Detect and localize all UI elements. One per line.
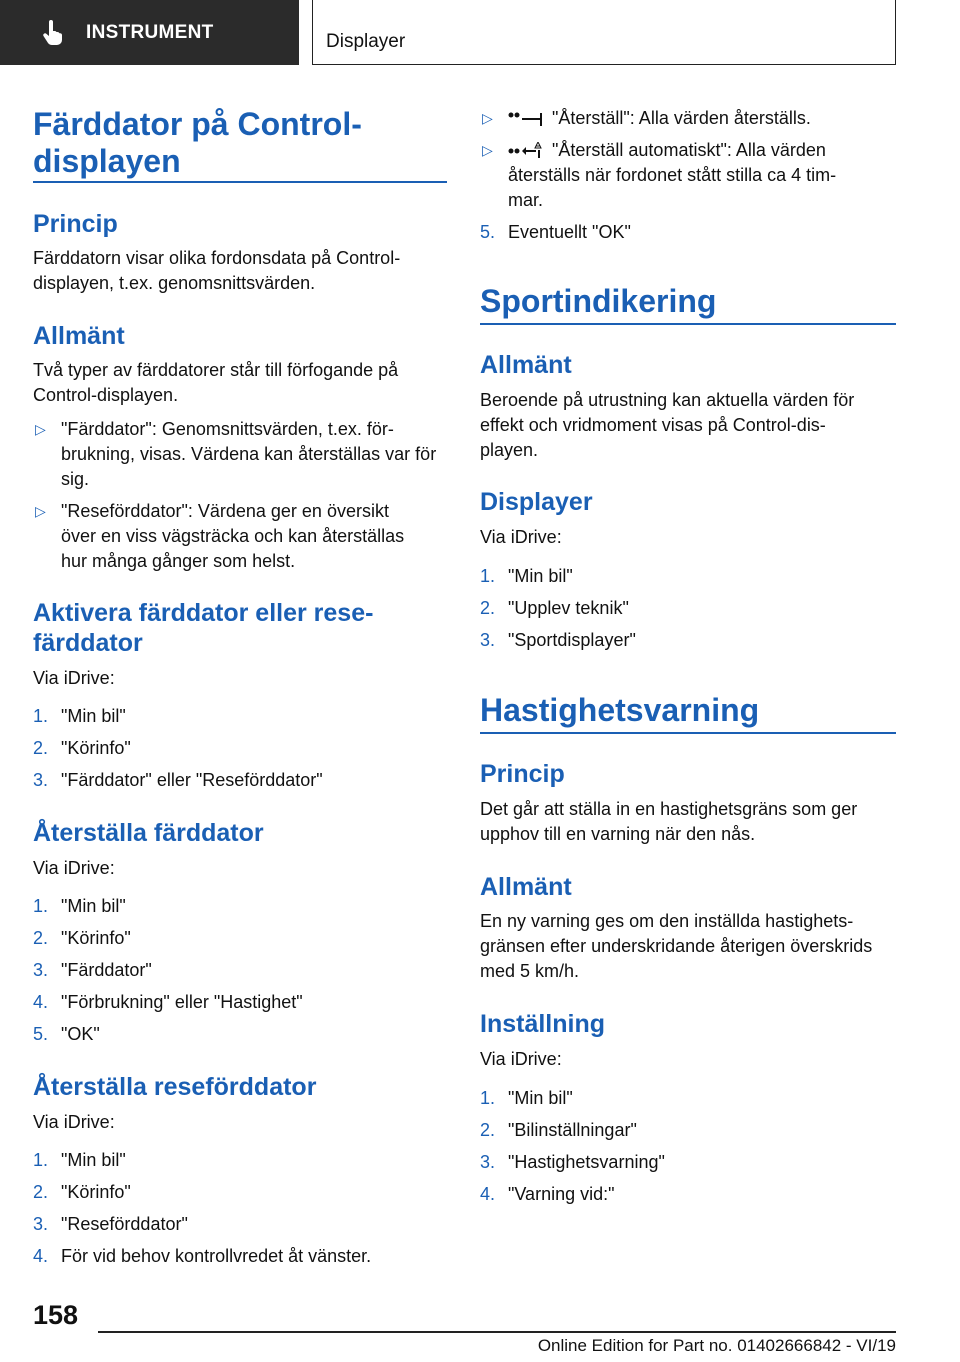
heading-rule bbox=[480, 323, 896, 325]
heading-rule bbox=[480, 732, 896, 734]
heading-trip-computer: Färddator på Control- displayen bbox=[33, 106, 362, 179]
chapter-title: INSTRUMENT bbox=[86, 21, 214, 43]
paragraph: playen. bbox=[480, 440, 539, 460]
heading-rule bbox=[33, 181, 447, 183]
paragraph: Via iDrive: bbox=[33, 858, 115, 878]
subheading-aktivera: Aktivera färddator eller rese- bbox=[33, 599, 374, 627]
hand-touch-icon bbox=[38, 19, 66, 47]
subheading-displayer: Displayer bbox=[480, 488, 593, 516]
paragraph: Control-displayen. bbox=[33, 385, 179, 405]
paragraph: Via iDrive: bbox=[480, 527, 562, 547]
section-header bbox=[312, 0, 896, 65]
paragraph: Via iDrive: bbox=[33, 668, 115, 688]
paragraph: displayen, t.ex. genomsnittsvärden. bbox=[33, 273, 316, 293]
paragraph: Två typer av färddatorer står till förfogande på bbox=[33, 360, 399, 380]
section-title: Displayer bbox=[326, 31, 406, 52]
heading-sportindikering: Sportindikering bbox=[480, 283, 717, 319]
footer-rule bbox=[98, 1331, 896, 1333]
subheading-allmant: Allmänt bbox=[33, 322, 125, 350]
paragraph: gränsen efter underskridande återigen överskrids bbox=[480, 936, 873, 956]
edition-text: Online Edition for Part no. 01402666842 - VI/19 bbox=[537, 1336, 896, 1355]
paragraph: Det går att ställa in en hastighetsgräns som ger bbox=[480, 799, 858, 819]
reset-icon bbox=[508, 110, 544, 128]
subheading-allmant-2: Allmänt bbox=[480, 873, 572, 901]
subheading-installning: Inställning bbox=[480, 1010, 605, 1038]
paragraph: effekt och vridmoment visas på Control-dis- bbox=[480, 415, 826, 435]
bullet-icon: ▷ bbox=[35, 503, 46, 519]
subheading-princip: Princip bbox=[480, 760, 565, 788]
paragraph: Via iDrive: bbox=[33, 1112, 115, 1132]
heading-hastighetsvarning: Hastighetsvarning bbox=[480, 692, 760, 728]
subheading-aterstalla: Återställa färddator bbox=[33, 819, 264, 847]
paragraph: Via iDrive: bbox=[480, 1049, 562, 1069]
paragraph: upphov till en varning när den nås. bbox=[480, 824, 756, 844]
paragraph: Färddatorn visar olika fordonsdata på Control- bbox=[33, 248, 401, 268]
subheading-aktivera-2: färddator bbox=[33, 629, 143, 657]
chapter-tab bbox=[0, 0, 299, 65]
page-number: 158 bbox=[33, 1300, 79, 1330]
paragraph: Beroende på utrustning kan aktuella värden för bbox=[480, 390, 855, 410]
paragraph: med 5 km/h. bbox=[480, 961, 580, 981]
subheading-allmant: Allmänt bbox=[480, 351, 572, 379]
bullet-icon: ▷ bbox=[35, 421, 46, 437]
subheading-princip: Princip bbox=[33, 210, 118, 238]
bullet-icon: ▷ bbox=[482, 142, 493, 158]
paragraph: En ny varning ges om den inställda hastighets- bbox=[480, 911, 854, 931]
bullet-icon: ▷ bbox=[482, 110, 493, 126]
subheading-aterstalla-rese: Återställa reseförddator bbox=[33, 1073, 317, 1101]
reset-auto-icon bbox=[508, 142, 544, 160]
